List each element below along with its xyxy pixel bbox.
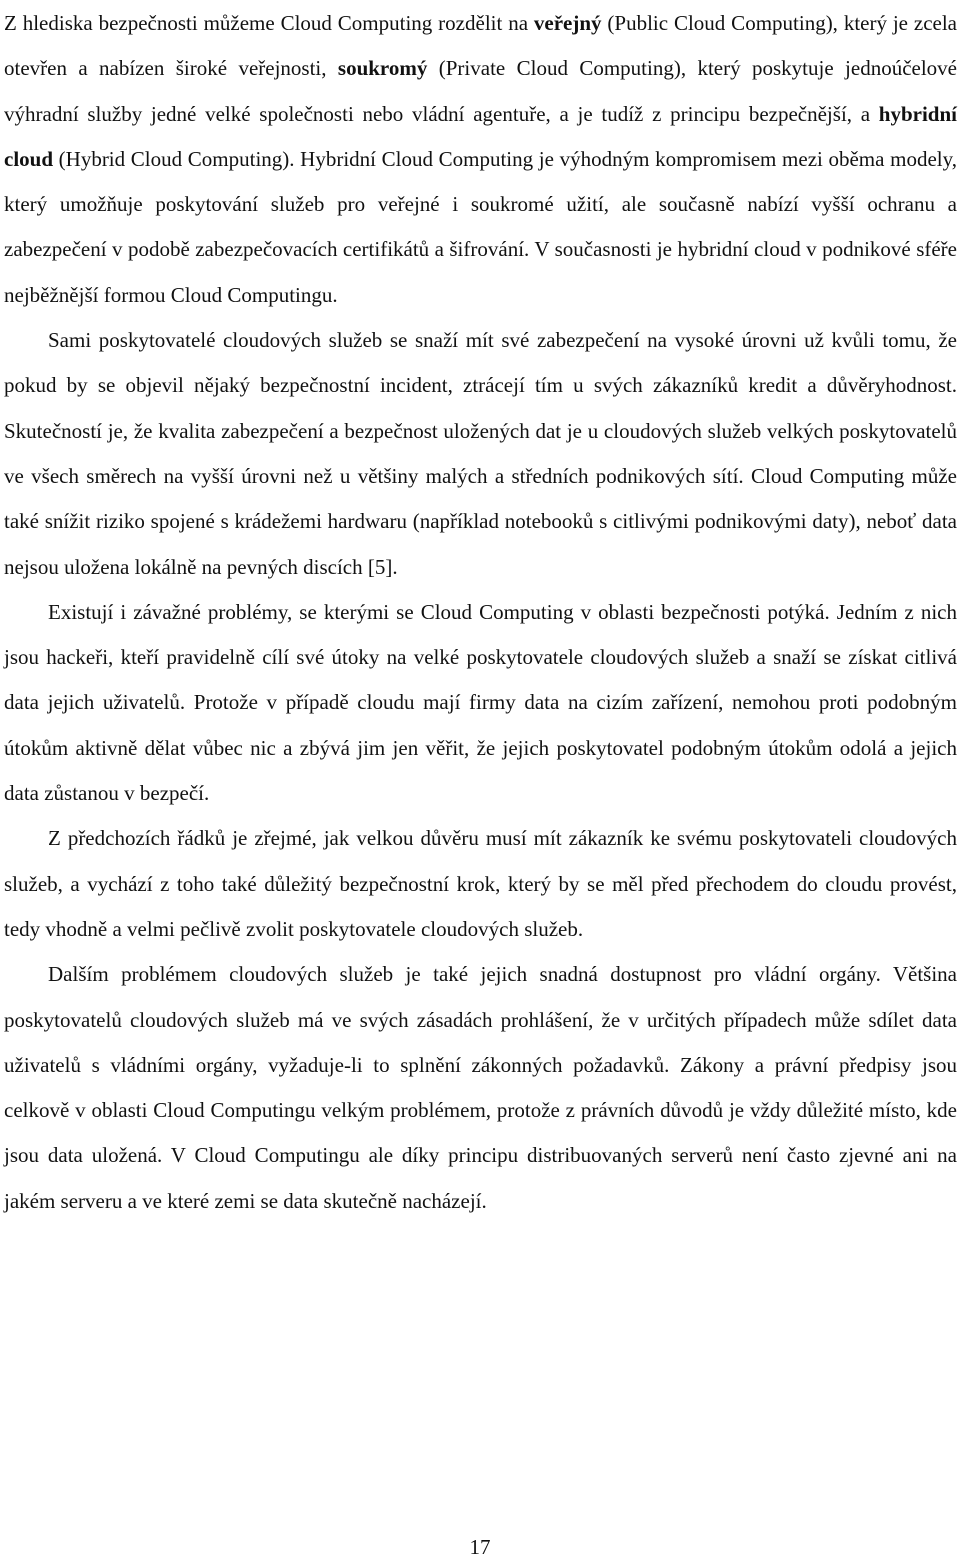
paragraph-text: (Public Cloud Computing), který je zcela otevřen a nabízen široké veřejnosti,	[4, 11, 957, 81]
paragraph-text: (Private Cloud Computing), který poskytuje jednoúčelové výhradní služby jedné velké společnosti nebo vládní agentuře, a je tudíž z principu bezpečnější, a	[4, 56, 957, 126]
paragraph-text: Z hlediska bezpečnosti můžeme Cloud Computing rozdělit na	[4, 11, 534, 35]
paragraph-cloud-types	[4, 1, 957, 318]
paragraph-hackers: Existují i závažné problémy, se kterými se Cloud Computing v oblasti bezpečnosti potýká. Jedním z nich jsou hackeři, kteří pravidelně cílí své útoky na velké poskytovatele cloudových služeb a snaží se získat citlivá data jejich uživatelů. Protože v případě cloudu mají firmy data na cizím zařízení, nemohou proti podobným útokům aktivně dělat vůbec nic a zbývá jim jen věřit, že jejich poskytovatel podobným útokům odolá a jejich data zůstanou v bezpečí.	[4, 599, 957, 806]
paragraph-trust: Z předchozích řádků je zřejmé, jak velkou důvěru musí mít zákazník ke svému poskytovateli cloudových služeb, a vychází z toho také důležitý bezpečnostní krok, který by se měl před přechodem do cloudu provést, tedy vhodně a velmi pečlivě zvolit poskytovatele cloudových služeb.	[4, 826, 957, 941]
paragraph-provider-security: Sami poskytovatelé cloudových služeb se snaží mít své zabezpečení na vysoké úrovni už kvůli tomu, že pokud by se objevil nějaký bezpečnostní incident, ztrácejí tím u svých zákazníků kredit a důvěryhodnost. Skutečností je, že kvalita zabezpečení a bezpečnost uložených dat je u cloudových služeb velkých poskytovatelů ve všech směrech na vyšší úrovni než u většiny malých a středních podnikových sítí. Cloud Computing může také snížit riziko spojené s krádežemi hardwaru (například notebooků s citlivými podnikovými daty), neboť data nejsou uložena lokálně na pevných discích [5].	[4, 328, 957, 579]
paragraph-government-access: Dalším problémem cloudových služeb je také jejich snadná dostupnost pro vládní orgány. Většina poskytovatelů cloudových služeb má ve svých zásadách prohlášení, že v určitých případech může sdílet data uživatelů s vládními orgány, vyžaduje-li to splnění zákonných požadavků. Zákony a právní předpisy jsou celkově v oblasti Cloud Computingu velkým problémem, protože z právních důvodů je vždy důležité místo, kde jsou data uložená. V Cloud Computingu ale díky principu distribuovaných serverů není často zjevné ani na jakém serveru a ve které zemi se data skutečně nacházejí.	[4, 962, 957, 1213]
paragraph-text: (Hybrid Cloud Computing). Hybridní Cloud Computing je výhodným kompromisem mezi oběma modely, který umožňuje poskytování služeb pro veřejné i soukromé užití, ale současně nabízí vyšší ochranu a zabezpečení v podobě zabezpečovacích certifikátů a šifrování. V současnosti je hybridní cloud v podnikové sféře nejběžnější formou Cloud Computingu.	[4, 146, 957, 307]
document-body	[4, 1, 957, 1224]
bold-term-public: veřejný	[533, 11, 602, 35]
page-number: 17	[469, 1535, 491, 1559]
bold-term-private: soukromý	[337, 56, 428, 81]
bold-term-hybrid: hybridní cloud	[4, 101, 957, 171]
